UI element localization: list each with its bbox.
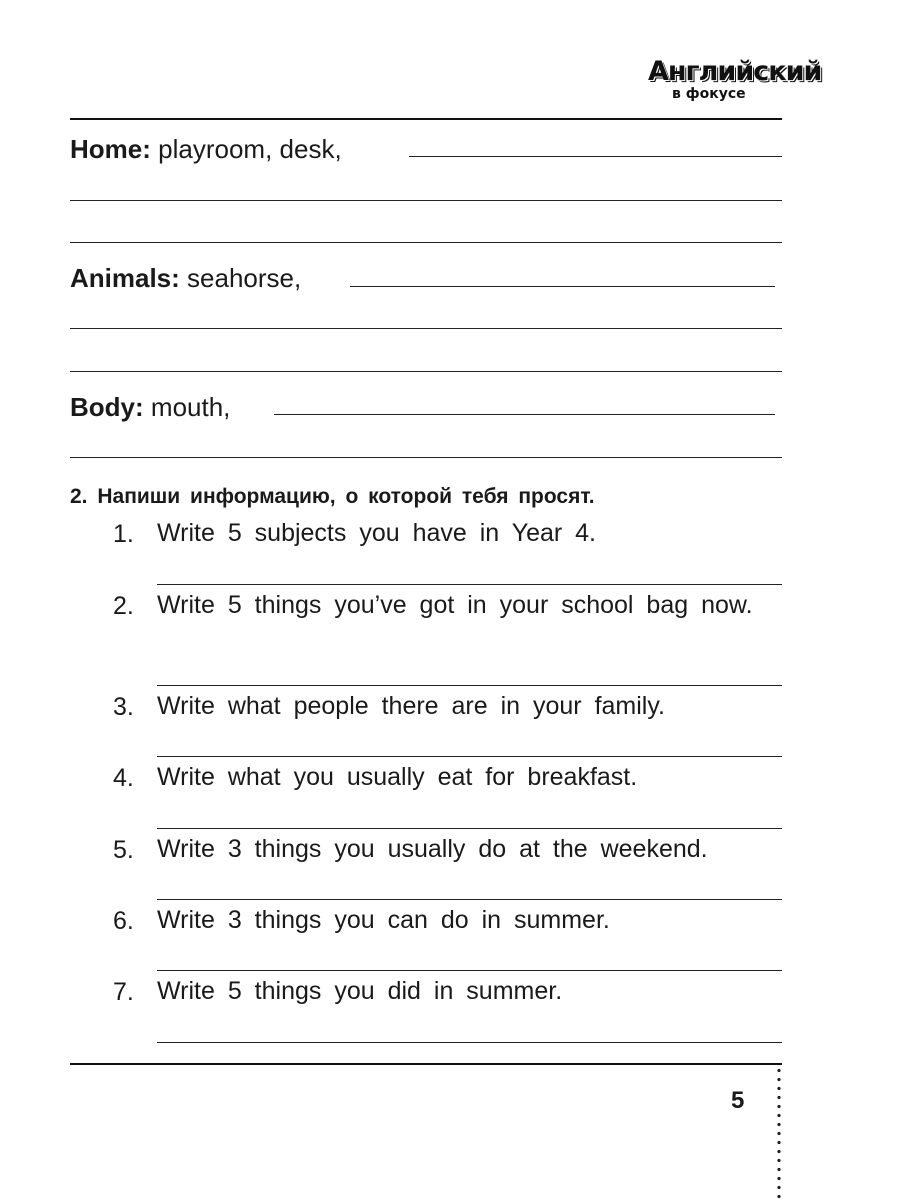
answer-line[interactable] bbox=[157, 685, 782, 686]
answer-line[interactable] bbox=[70, 457, 782, 458]
category-words: playroom, desk, bbox=[158, 134, 342, 164]
header-rule bbox=[70, 118, 782, 120]
task-heading: 2. Напиши информацию, о которой тебя просят. bbox=[70, 485, 595, 508]
item-text: Write 5 subjects you have in Year 4. bbox=[157, 519, 596, 547]
category-words: mouth, bbox=[150, 392, 231, 422]
item-number: 3. bbox=[113, 693, 134, 721]
category-label: Animals: bbox=[70, 263, 180, 293]
answer-line[interactable] bbox=[157, 756, 782, 757]
item-text: Write 3 things you usually do at the weekend. bbox=[157, 835, 708, 863]
answer-line[interactable] bbox=[157, 828, 782, 829]
answer-line[interactable] bbox=[70, 242, 782, 243]
category-label: Home: bbox=[70, 134, 151, 164]
dotted-cut-line bbox=[776, 1066, 782, 1200]
page-number: 5 bbox=[731, 1087, 745, 1114]
item-text: Write 5 things you did in summer. bbox=[157, 977, 563, 1005]
footer-rule bbox=[70, 1063, 782, 1065]
answer-line[interactable] bbox=[70, 371, 782, 372]
item-number: 2. bbox=[113, 592, 134, 620]
answer-line[interactable] bbox=[70, 328, 782, 329]
item-text: Write 3 things you can do in summer. bbox=[157, 906, 610, 934]
item-text: Write 5 things you’ve got in your school bag now. bbox=[157, 591, 753, 619]
answer-line[interactable] bbox=[274, 414, 775, 415]
item-number: 4. bbox=[113, 764, 134, 792]
item-number: 6. bbox=[113, 907, 134, 935]
publisher-logo bbox=[648, 56, 822, 108]
answer-line[interactable] bbox=[409, 156, 782, 157]
category-animals bbox=[70, 263, 301, 293]
item-number: 1. bbox=[113, 520, 134, 548]
category-label: Body: bbox=[70, 392, 144, 422]
item-number: 7. bbox=[113, 978, 134, 1006]
answer-line[interactable] bbox=[157, 970, 782, 971]
answer-line[interactable] bbox=[70, 200, 782, 201]
answer-line[interactable] bbox=[157, 1042, 782, 1043]
answer-line[interactable] bbox=[157, 584, 782, 585]
logo-sub-text: в фокусе bbox=[672, 86, 746, 102]
logo-main-text: Английский bbox=[648, 56, 822, 87]
item-number: 5. bbox=[113, 836, 134, 864]
item-text: Write what you usually eat for breakfast. bbox=[157, 763, 638, 791]
category-home bbox=[70, 134, 342, 164]
answer-line[interactable] bbox=[157, 899, 782, 900]
item-text: Write what people there are in your family. bbox=[157, 692, 665, 720]
category-words: seahorse, bbox=[187, 263, 302, 293]
category-body bbox=[70, 392, 230, 422]
answer-line[interactable] bbox=[350, 286, 775, 287]
